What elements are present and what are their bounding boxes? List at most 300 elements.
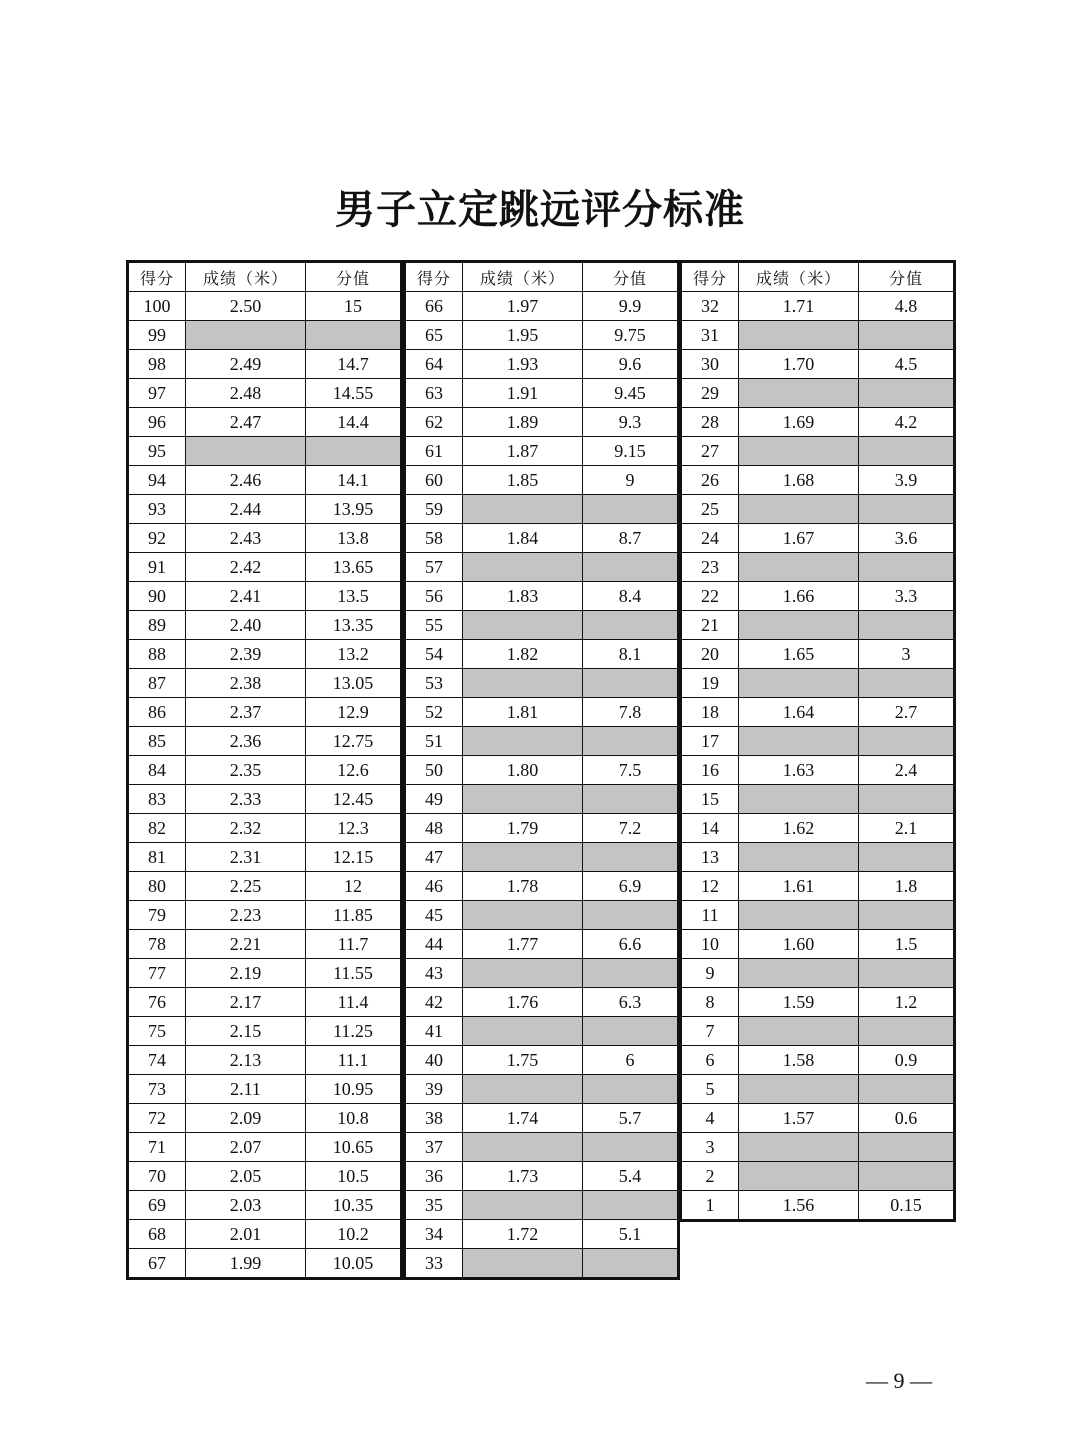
table-row	[681, 379, 955, 408]
score-cell: 54	[405, 640, 463, 669]
result-cell	[463, 1133, 583, 1162]
header-row	[681, 262, 955, 292]
table-row	[128, 408, 402, 437]
result-cell: 2.49	[186, 350, 306, 379]
result-cell	[463, 1075, 583, 1104]
score-cell: 5	[681, 1075, 739, 1104]
points-cell: 7.8	[583, 698, 679, 727]
result-cell: 1.63	[739, 756, 859, 785]
points-cell	[859, 1017, 955, 1046]
score-cell: 32	[681, 292, 739, 321]
result-cell	[739, 553, 859, 582]
points-cell	[859, 785, 955, 814]
result-cell: 2.42	[186, 553, 306, 582]
points-cell: 14.1	[306, 466, 402, 495]
points-cell: 3.3	[859, 582, 955, 611]
score-cell: 45	[405, 901, 463, 930]
score-cell: 97	[128, 379, 186, 408]
points-cell: 13.95	[306, 495, 402, 524]
table-row	[405, 582, 679, 611]
table-row	[681, 292, 955, 321]
header-result: 成绩（米）	[186, 262, 306, 292]
result-cell	[463, 669, 583, 698]
result-cell: 1.97	[463, 292, 583, 321]
points-cell	[583, 785, 679, 814]
result-cell: 1.95	[463, 321, 583, 350]
score-cell: 16	[681, 756, 739, 785]
points-cell	[859, 901, 955, 930]
points-cell	[859, 843, 955, 872]
points-cell: 3	[859, 640, 955, 669]
table-row	[405, 1191, 679, 1220]
result-cell: 2.25	[186, 872, 306, 901]
score-cell: 3	[681, 1133, 739, 1162]
points-cell	[583, 727, 679, 756]
table-row	[681, 901, 955, 930]
table-row	[405, 1220, 679, 1249]
points-cell	[583, 959, 679, 988]
result-cell: 1.83	[463, 582, 583, 611]
score-cell: 84	[128, 756, 186, 785]
points-cell: 8.1	[583, 640, 679, 669]
table-row	[405, 1017, 679, 1046]
score-cell: 17	[681, 727, 739, 756]
table-row	[681, 959, 955, 988]
points-cell: 10.5	[306, 1162, 402, 1191]
score-cell: 33	[405, 1249, 463, 1279]
table-row	[128, 1249, 402, 1279]
score-cell: 34	[405, 1220, 463, 1249]
table-row	[405, 495, 679, 524]
table-row	[405, 1133, 679, 1162]
score-cell: 75	[128, 1017, 186, 1046]
result-cell: 1.68	[739, 466, 859, 495]
points-cell: 8.7	[583, 524, 679, 553]
score-cell: 7	[681, 1017, 739, 1046]
points-cell: 1.8	[859, 872, 955, 901]
result-cell	[739, 379, 859, 408]
score-cell: 43	[405, 959, 463, 988]
points-cell	[859, 611, 955, 640]
table-row	[405, 727, 679, 756]
table-row	[128, 959, 402, 988]
points-cell: 9	[583, 466, 679, 495]
score-cell: 37	[405, 1133, 463, 1162]
score-cell: 19	[681, 669, 739, 698]
result-cell: 1.84	[463, 524, 583, 553]
table-row	[405, 437, 679, 466]
score-cell: 4	[681, 1104, 739, 1133]
table-row	[128, 611, 402, 640]
result-cell: 1.77	[463, 930, 583, 959]
score-cell: 64	[405, 350, 463, 379]
score-cell: 56	[405, 582, 463, 611]
score-cell: 26	[681, 466, 739, 495]
score-cell: 1	[681, 1191, 739, 1221]
score-cell: 90	[128, 582, 186, 611]
score-cell: 21	[681, 611, 739, 640]
points-cell: 12.9	[306, 698, 402, 727]
result-cell: 2.11	[186, 1075, 306, 1104]
result-cell: 1.69	[739, 408, 859, 437]
points-cell: 13.5	[306, 582, 402, 611]
result-cell	[739, 843, 859, 872]
table-row	[128, 292, 402, 321]
points-cell: 0.6	[859, 1104, 955, 1133]
result-cell	[739, 727, 859, 756]
points-cell: 9.15	[583, 437, 679, 466]
score-cell: 50	[405, 756, 463, 785]
result-cell: 2.40	[186, 611, 306, 640]
score-cell: 95	[128, 437, 186, 466]
score-table-col-1	[126, 260, 403, 1280]
points-cell: 15	[306, 292, 402, 321]
score-cell: 52	[405, 698, 463, 727]
table-row	[128, 785, 402, 814]
table-row	[405, 321, 679, 350]
points-cell: 6	[583, 1046, 679, 1075]
score-cell: 36	[405, 1162, 463, 1191]
points-cell	[859, 959, 955, 988]
result-cell: 1.66	[739, 582, 859, 611]
score-cell: 57	[405, 553, 463, 582]
result-cell: 1.75	[463, 1046, 583, 1075]
table-row	[128, 1133, 402, 1162]
points-cell: 3.9	[859, 466, 955, 495]
score-cell: 61	[405, 437, 463, 466]
score-cell: 82	[128, 814, 186, 843]
points-cell: 10.8	[306, 1104, 402, 1133]
points-cell: 11.4	[306, 988, 402, 1017]
points-cell: 5.4	[583, 1162, 679, 1191]
table-row	[405, 379, 679, 408]
result-cell	[463, 727, 583, 756]
result-cell: 1.91	[463, 379, 583, 408]
table-row	[405, 698, 679, 727]
result-cell	[463, 959, 583, 988]
result-cell	[739, 321, 859, 350]
score-cell: 73	[128, 1075, 186, 1104]
table-row	[405, 292, 679, 321]
points-cell	[859, 669, 955, 698]
points-cell: 14.7	[306, 350, 402, 379]
points-cell	[583, 495, 679, 524]
points-cell: 11.55	[306, 959, 402, 988]
points-cell: 6.6	[583, 930, 679, 959]
table-row	[681, 466, 955, 495]
table-row	[405, 524, 679, 553]
score-cell: 88	[128, 640, 186, 669]
result-cell	[463, 611, 583, 640]
table-row	[128, 1162, 402, 1191]
table-row	[128, 756, 402, 785]
points-cell	[859, 495, 955, 524]
score-cell: 100	[128, 292, 186, 321]
result-cell	[739, 785, 859, 814]
result-cell: 1.87	[463, 437, 583, 466]
score-cell: 94	[128, 466, 186, 495]
points-cell: 13.05	[306, 669, 402, 698]
points-cell: 5.7	[583, 1104, 679, 1133]
table-row	[128, 379, 402, 408]
result-cell: 2.17	[186, 988, 306, 1017]
score-cell: 13	[681, 843, 739, 872]
points-cell	[583, 611, 679, 640]
result-cell	[739, 959, 859, 988]
result-cell	[739, 1162, 859, 1191]
page-number: — 9 —	[866, 1368, 932, 1393]
table-row	[405, 959, 679, 988]
points-cell: 7.5	[583, 756, 679, 785]
score-cell: 83	[128, 785, 186, 814]
result-cell	[463, 785, 583, 814]
table-row	[405, 1046, 679, 1075]
table-row	[681, 1191, 955, 1221]
result-cell: 1.65	[739, 640, 859, 669]
table-row	[405, 1249, 679, 1279]
header-points: 分值	[583, 262, 679, 292]
table-row	[128, 872, 402, 901]
result-cell: 2.15	[186, 1017, 306, 1046]
score-cell: 28	[681, 408, 739, 437]
table-row	[128, 1104, 402, 1133]
table-row	[681, 553, 955, 582]
points-cell	[859, 1162, 955, 1191]
score-cell: 44	[405, 930, 463, 959]
score-cell: 85	[128, 727, 186, 756]
points-cell	[859, 379, 955, 408]
score-cell: 89	[128, 611, 186, 640]
points-cell	[583, 1191, 679, 1220]
result-cell	[463, 1249, 583, 1279]
result-cell: 2.33	[186, 785, 306, 814]
result-cell: 1.71	[739, 292, 859, 321]
score-cell: 31	[681, 321, 739, 350]
table-row	[405, 611, 679, 640]
table-row	[681, 1046, 955, 1075]
header-result: 成绩（米）	[463, 262, 583, 292]
table-row	[405, 553, 679, 582]
result-cell: 1.59	[739, 988, 859, 1017]
points-cell	[859, 1075, 955, 1104]
table-row	[681, 1162, 955, 1191]
score-cell: 79	[128, 901, 186, 930]
header-score: 得分	[681, 262, 739, 292]
score-cell: 78	[128, 930, 186, 959]
header-row	[405, 262, 679, 292]
table-row	[128, 466, 402, 495]
points-cell: 11.85	[306, 901, 402, 930]
points-cell	[583, 1133, 679, 1162]
table-row	[681, 1133, 955, 1162]
table-row	[405, 640, 679, 669]
score-cell: 29	[681, 379, 739, 408]
points-cell: 4.2	[859, 408, 955, 437]
score-cell: 68	[128, 1220, 186, 1249]
result-cell: 1.85	[463, 466, 583, 495]
table-row	[128, 1017, 402, 1046]
table-row	[405, 930, 679, 959]
result-cell: 1.60	[739, 930, 859, 959]
table-row	[681, 1104, 955, 1133]
result-cell: 2.46	[186, 466, 306, 495]
points-cell	[859, 437, 955, 466]
table-row	[128, 350, 402, 379]
points-cell	[859, 1133, 955, 1162]
table-row	[405, 350, 679, 379]
score-cell: 69	[128, 1191, 186, 1220]
result-cell: 1.74	[463, 1104, 583, 1133]
result-cell	[739, 669, 859, 698]
result-cell	[739, 901, 859, 930]
result-cell: 1.78	[463, 872, 583, 901]
result-cell: 2.19	[186, 959, 306, 988]
points-cell: 7.2	[583, 814, 679, 843]
score-cell: 27	[681, 437, 739, 466]
result-cell	[186, 321, 306, 350]
table-row	[128, 640, 402, 669]
result-cell: 1.70	[739, 350, 859, 379]
table-row	[128, 727, 402, 756]
table-row	[128, 1075, 402, 1104]
score-table-col-3	[679, 260, 956, 1222]
score-cell: 41	[405, 1017, 463, 1046]
header-points: 分值	[859, 262, 955, 292]
table-row	[681, 727, 955, 756]
result-cell: 2.50	[186, 292, 306, 321]
table-row	[681, 611, 955, 640]
score-cell: 38	[405, 1104, 463, 1133]
score-cell: 74	[128, 1046, 186, 1075]
table-row	[681, 988, 955, 1017]
points-cell	[306, 321, 402, 350]
page-title: 男子立定跳远评分标准	[335, 186, 745, 233]
points-cell: 8.4	[583, 582, 679, 611]
table-row	[681, 321, 955, 350]
points-cell	[859, 321, 955, 350]
points-cell: 10.05	[306, 1249, 402, 1279]
table-row	[128, 582, 402, 611]
result-cell: 2.43	[186, 524, 306, 553]
score-cell: 96	[128, 408, 186, 437]
score-cell: 55	[405, 611, 463, 640]
score-cell: 92	[128, 524, 186, 553]
score-cell: 93	[128, 495, 186, 524]
points-cell: 2.7	[859, 698, 955, 727]
score-cell: 40	[405, 1046, 463, 1075]
score-cell: 35	[405, 1191, 463, 1220]
result-cell: 2.05	[186, 1162, 306, 1191]
score-cell: 67	[128, 1249, 186, 1279]
points-cell: 4.8	[859, 292, 955, 321]
table-row	[405, 988, 679, 1017]
table-row	[681, 669, 955, 698]
table-row	[405, 669, 679, 698]
points-cell: 0.15	[859, 1191, 955, 1221]
result-cell: 1.61	[739, 872, 859, 901]
header-points: 分值	[306, 262, 402, 292]
points-cell: 10.35	[306, 1191, 402, 1220]
score-cell: 47	[405, 843, 463, 872]
result-cell: 1.62	[739, 814, 859, 843]
points-cell: 9.75	[583, 321, 679, 350]
score-cell: 18	[681, 698, 739, 727]
points-cell: 10.95	[306, 1075, 402, 1104]
score-cell: 9	[681, 959, 739, 988]
points-cell: 9.3	[583, 408, 679, 437]
result-cell: 2.13	[186, 1046, 306, 1075]
score-cell: 39	[405, 1075, 463, 1104]
table-row	[128, 321, 402, 350]
result-cell: 1.89	[463, 408, 583, 437]
table-row	[128, 843, 402, 872]
points-cell	[583, 1075, 679, 1104]
points-cell: 11.25	[306, 1017, 402, 1046]
points-cell: 1.2	[859, 988, 955, 1017]
score-cell: 30	[681, 350, 739, 379]
score-cell: 46	[405, 872, 463, 901]
points-cell	[583, 901, 679, 930]
result-cell	[739, 1075, 859, 1104]
result-cell: 1.57	[739, 1104, 859, 1133]
result-cell: 2.48	[186, 379, 306, 408]
table-row	[128, 1220, 402, 1249]
points-cell: 2.4	[859, 756, 955, 785]
table-row	[405, 814, 679, 843]
result-cell: 2.38	[186, 669, 306, 698]
table-row	[681, 930, 955, 959]
result-cell	[463, 843, 583, 872]
table-row	[681, 814, 955, 843]
table-row	[405, 1075, 679, 1104]
result-cell	[739, 611, 859, 640]
score-cell: 53	[405, 669, 463, 698]
table-row	[128, 814, 402, 843]
points-cell	[306, 437, 402, 466]
points-cell: 12.15	[306, 843, 402, 872]
table-row	[128, 524, 402, 553]
table-row	[128, 495, 402, 524]
result-cell: 1.56	[739, 1191, 859, 1221]
score-cell: 72	[128, 1104, 186, 1133]
table-row	[128, 669, 402, 698]
points-cell: 9.45	[583, 379, 679, 408]
result-cell	[463, 553, 583, 582]
score-cell: 48	[405, 814, 463, 843]
table-row	[405, 1162, 679, 1191]
score-cell: 10	[681, 930, 739, 959]
result-cell: 2.37	[186, 698, 306, 727]
header-score: 得分	[405, 262, 463, 292]
points-cell: 13.8	[306, 524, 402, 553]
result-cell: 1.93	[463, 350, 583, 379]
points-cell: 12.6	[306, 756, 402, 785]
points-cell	[583, 553, 679, 582]
score-cell: 63	[405, 379, 463, 408]
points-cell: 12.3	[306, 814, 402, 843]
score-cell: 71	[128, 1133, 186, 1162]
table-row	[681, 1017, 955, 1046]
table-row	[681, 843, 955, 872]
score-cell: 70	[128, 1162, 186, 1191]
score-cell: 6	[681, 1046, 739, 1075]
table-row	[405, 872, 679, 901]
points-cell: 6.3	[583, 988, 679, 1017]
points-cell: 11.7	[306, 930, 402, 959]
table-row	[681, 698, 955, 727]
table-row	[681, 872, 955, 901]
score-cell: 22	[681, 582, 739, 611]
